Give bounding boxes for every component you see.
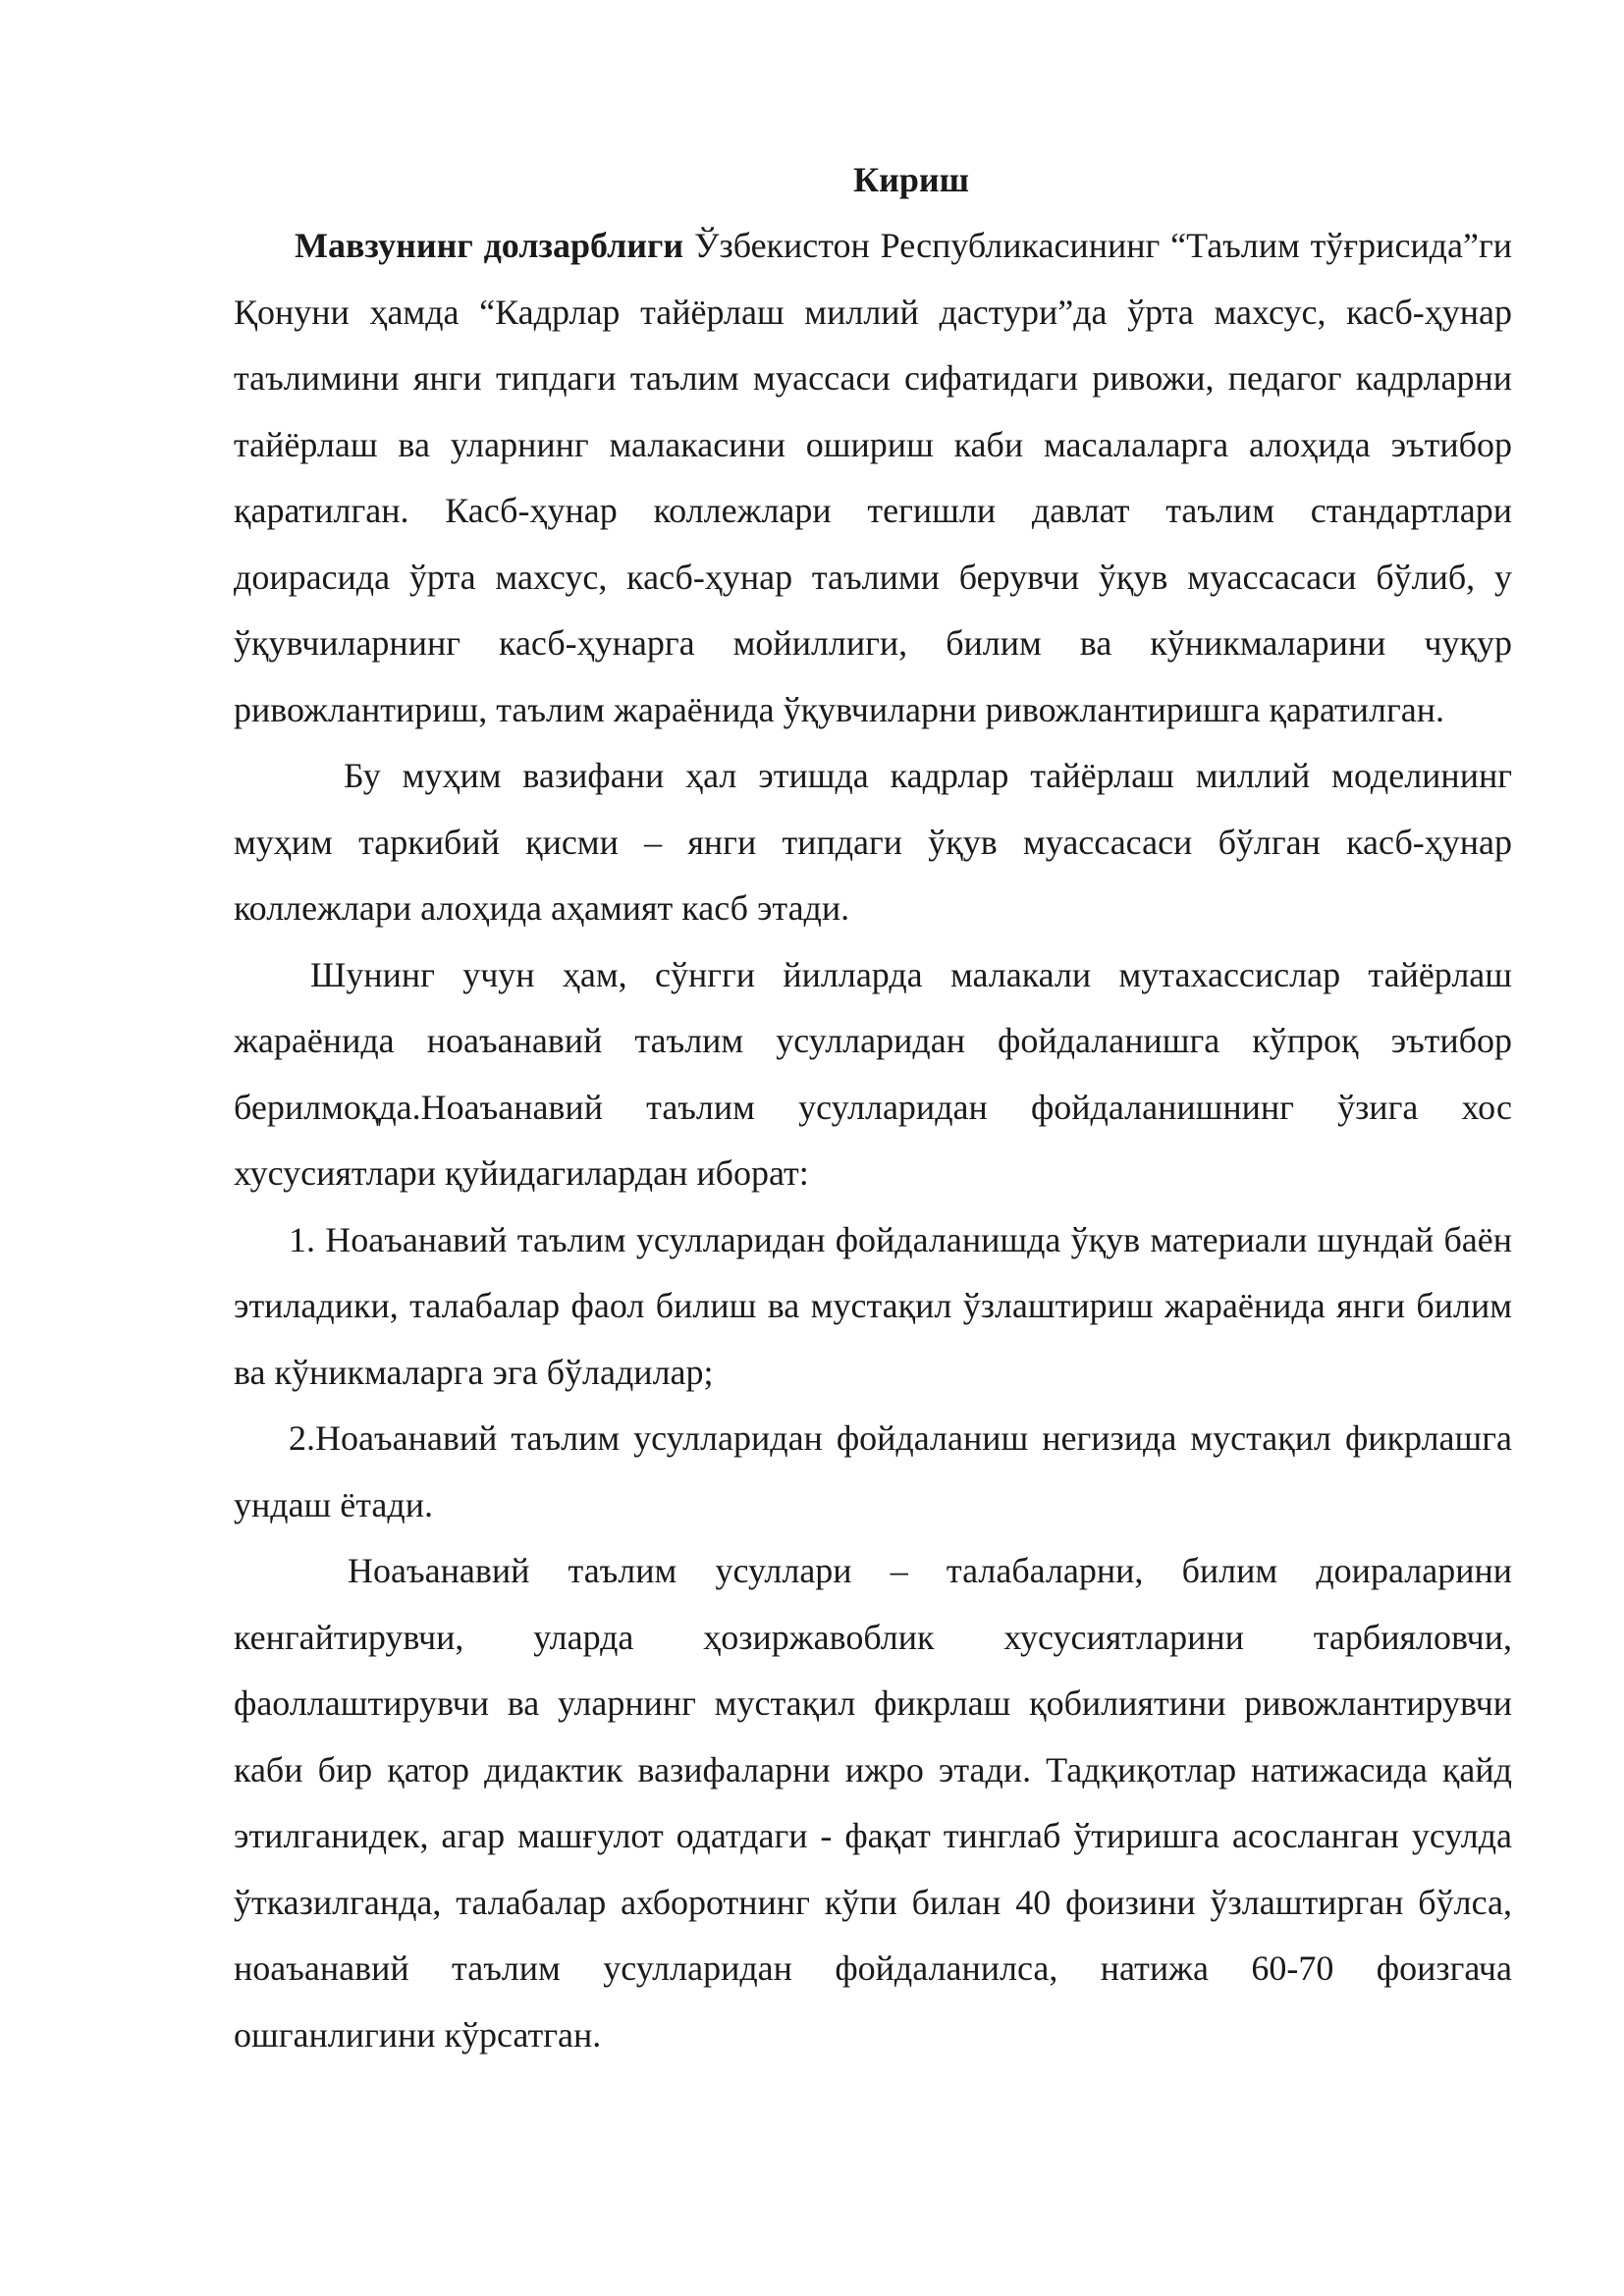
intro-text: Ўзбекистон Республикасининг “Таълим тўғрисида”ги Қонуни ҳамда “Кадрлар тайёрлаш миллий дастури”да ўрта махсус, касб-ҳунар таълимини янги типдаги таълим муассаси сифатидаги ривожи, педагог кадрларни тайёрлаш ва уларнинг малакасини ошириш каби масалаларга алоҳида эътибор қаратилган. Касб-ҳунар коллежлари тегишли давлат таълим стандартлари доирасида ўрта махсус, касб-ҳунар таълими берувчи ўқув муассасаси бўлиб, у ўқувчиларнинг касб-ҳунарга мойиллиги, билим ва кўникмаларини чуқур ривожлантириш, таълим жараёнида ўқувчиларни ривожлантиришга қаратилган. [234,226,1512,729]
body-paragraph: Шунинг учун ҳам, сўнгги йилларда малакали мутахассислар тайёрлаш жараёнида ноаъанавий таълим усулларидан фойдаланишга кўпроқ эътибор берилмоқда.Ноаъанавий таълим усулларидан фойдаланишнинг ўзига хос хусусиятлари қуйидагилардан иборат: [234,954,1512,1193]
body-paragraph: Бу муҳим вазифани ҳал этишда кадрлар тайёрлаш миллий моделининг муҳим таркибий қисми – янги типдаги ўқув муассасаси бўлган касб-ҳунар коллежлари алоҳида аҳамият касб этади. [234,756,1512,928]
intro-paragraph [234,213,1512,743]
intro-lead: Мавзунинг долзарблиги [295,226,684,265]
list-item-1: 1. Ноаъанавий таълим усулларидан фойдаланишда ўқув материали шундай баён этиладики, талабалар фаол билиш ва мустақил ўзлаштириш жараёнида янги билим ва кўникмаларга эга бўладилар; [234,1219,1512,1392]
document-page [234,147,1512,2068]
list-item-2: 2.Ноаъанавий таълим усулларидан фойдаланиш негизида мустақил фикрлашга ундаш ётади. [234,1418,1512,1524]
body-paragraph: Ноаъанавий таълим усуллари – талабаларни, билим доираларини кенгайтирувчи, уларда ҳозиржавоблик хусусиятларини тарбияловчи, фаоллаштирувчи ва уларнинг мустақил фикрлаш қобилиятини ривожлантирувчи каби бир қатор дидактик вазифаларни ижро этади. Тадқиқотлар натижасида қайд этилганидек, агар машғулот одатдаги - фақат тинглаб ўтиришга асосланган усулда ўтказилганда, талабалар ахборотнинг кўпи билан 40 фоизини ўзлаштирган бўлса, ноаъанавий таълим усулларидан фойдаланилса, натижа 60-70 фоизгача ошганлигини кўрсатган. [234,1551,1512,2055]
page-title: Кириш [852,160,969,199]
